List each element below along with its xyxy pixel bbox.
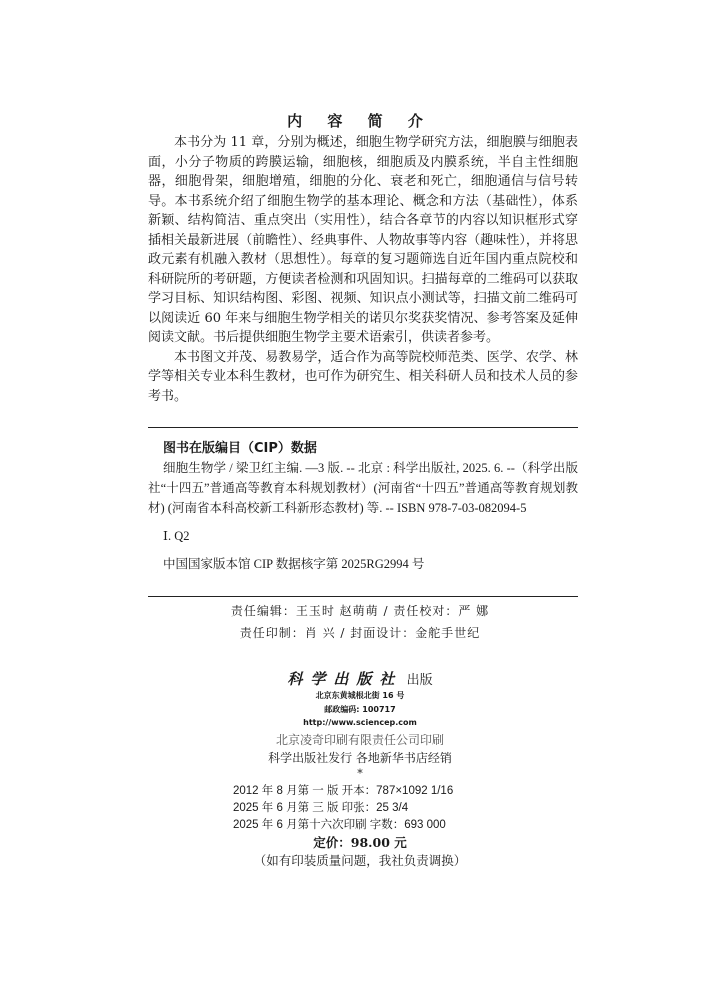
publisher-suffix: 出版 xyxy=(406,673,433,688)
intro-title: 内 容 简 介 xyxy=(287,112,433,130)
edition-row: 2025 年 6 月第 三 版 印张：25 3/4 xyxy=(233,802,409,814)
publisher-website: http://www.sciencep.com xyxy=(303,718,417,727)
publisher-postcode: 邮政编码: 100717 xyxy=(324,705,396,714)
cip-record xyxy=(148,458,578,574)
intro-paragraph: 本书分为 11 章，分别为概述，细胞生物学研究方法，细胞膜与细胞表面，小分子物质的跨膜运输，细胞核，细胞质及内膜系统，半自主性细胞器，细胞骨架，细胞增殖，细胞的分化、衰老和死亡，细胞通信与信号转导。本书系统介绍了细胞生物学的基本理论、概念和方法（基础性），体系新颖、结构简洁、重点突出（实用性），结合各章节的内容以知识框形式穿插相关最新进展（前瞻性）、经典事件、人物故事等内容（趣味性），并将思政元素有机融入教材（思想性）。每章的复习题筛选自近年国内重点院校和科研院所的考研题，方便读者检测和巩固知识。扫描每章的二维码可以获取学习目标、知识结构图、彩图、视频、知识点小测试等，扫描文前二维码可以阅读近 60 年来与细胞生物学相关的诺贝尔奖获奖情况、参考答案及延伸阅读文献。书后提供细胞生物学主要术语索引，供读者参考。 xyxy=(148,135,578,345)
price: 定价：98.00 元 xyxy=(313,835,407,850)
intro-text xyxy=(148,133,578,406)
cip-heading: 图书在版编目（CIP）数据 xyxy=(163,441,317,456)
distributor-line: 科学出版社发行 各地新华书店经销 xyxy=(268,751,452,765)
publisher-line xyxy=(0,668,720,689)
edition-row: 2025 年 6 月第十六次印刷 字数：693 000 xyxy=(233,819,446,831)
cip-data-number: 中国国家版本馆 CIP 数据核字第 2025RG2994 号 xyxy=(163,557,425,571)
cip-classification: Ⅰ. Q2 xyxy=(163,529,190,543)
cip-top-rule xyxy=(148,427,578,428)
credits-editors: 责任编辑：王玉时 赵萌萌 / 责任校对：严 娜 xyxy=(230,604,490,618)
intro-paragraph: 本书图文并茂、易教易学，适合作为高等院校师范类、医学、农学、林学等相关专业本科生教材，也可作为研究生、相关科研人员和技术人员的参考书。 xyxy=(148,349,578,404)
printer-line: 北京凌奇印刷有限责任公司印刷 xyxy=(275,733,444,747)
cip-bottom-rule xyxy=(148,596,578,597)
publisher-address: 北京东黄城根北街 16 号 xyxy=(315,691,405,700)
separator-star: * xyxy=(357,767,363,780)
credits-production: 责任印制：肖 兴 / 封面设计：金舵手世纪 xyxy=(239,626,481,640)
edition-row: 2012 年 8 月第 一 版 开本：787×1092 1/16 xyxy=(233,785,454,797)
publisher-name: 科学出版社 xyxy=(287,670,403,688)
quality-note: （如有印装质量问题，我社负责调换） xyxy=(253,853,467,868)
cip-description: 细胞生物学 / 梁卫红主编. —3 版. -- 北京 : 科学出版社, 2025. 6. --（科学出版社“十四五”普通高等教育本科规划教材）(河南省“十四五”普通高等教育规划教材) (河南省本科高校新工科新形态教材) 等. -- ISBN 978-7-03-082094-5 xyxy=(148,461,578,515)
